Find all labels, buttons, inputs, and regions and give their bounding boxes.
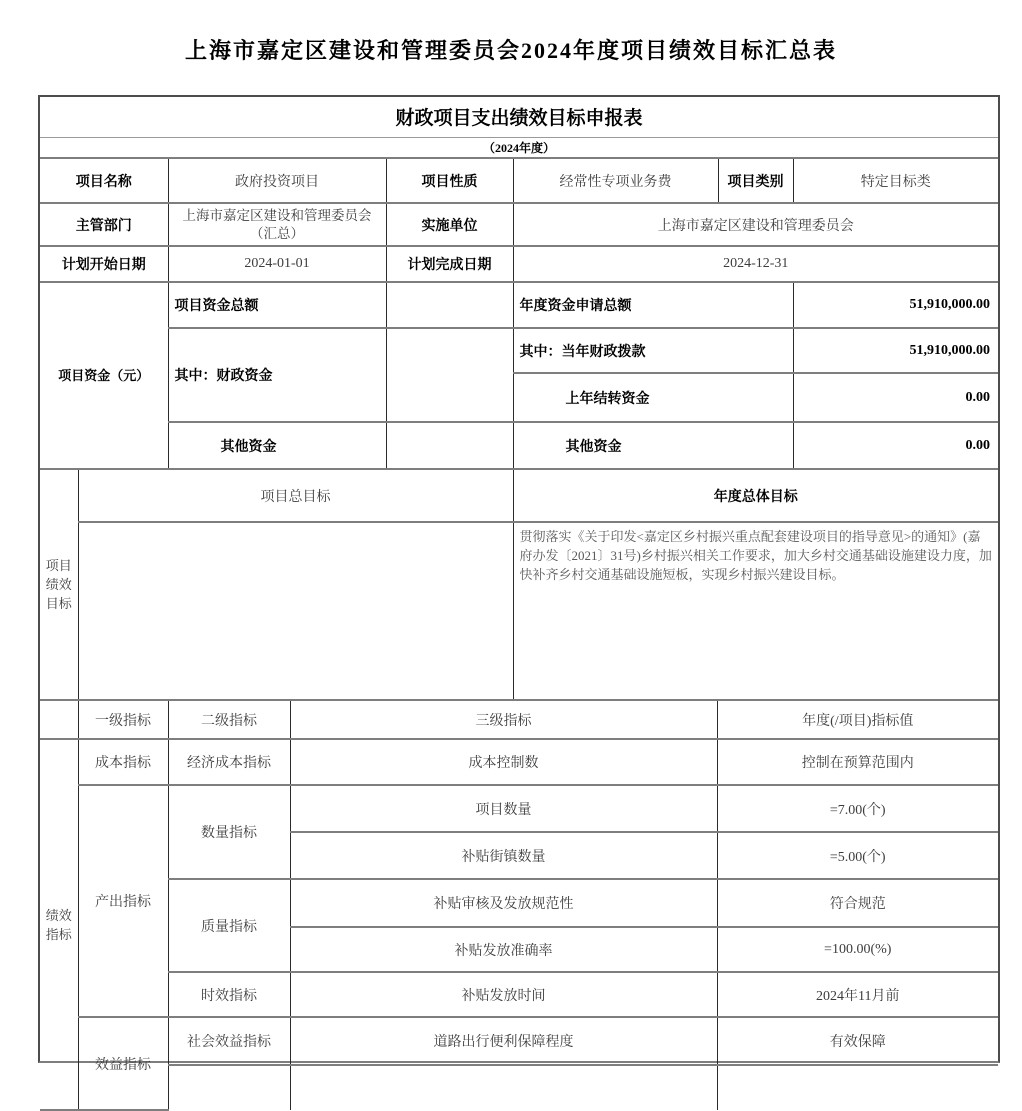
l3-subsidy-time: 补贴发放时间 [290,972,717,1017]
indicator-row-clipped [40,1065,998,1110]
project-nature-label: 项目性质 [386,159,513,203]
indicators-section [40,701,998,1111]
funding-section [40,283,998,470]
indicator-header-value: 年度(/项目)指标值 [717,701,998,739]
l2-economic-cost: 经济成本指标 [168,739,290,785]
indicator-row [40,739,998,785]
indicator-header-l2: 二级指标 [168,701,290,739]
l1-cost: 成本指标 [78,739,168,785]
clipped-val-cell [717,1065,998,1110]
end-date-label: 计划完成日期 [386,246,513,282]
l2-timeliness: 时效指标 [168,972,290,1017]
other-funds-value: 0.00 [793,422,998,469]
goals-section-label: 项目绩效目标 [40,470,78,700]
current-alloc-label: 其中：当年财政拨款 [513,328,793,373]
indicators-section-label: 绩效指标 [40,739,78,1110]
form-title: 财政项目支出绩效目标申报表 [40,97,998,137]
current-alloc-value: 51,910,000.00 [793,328,998,373]
project-name-label: 项目名称 [40,159,168,203]
project-category-value: 特定目标类 [793,159,998,203]
indicator-row [40,785,998,832]
fiscal-funds-empty [386,328,513,422]
l3-road-convenience: 道路出行便利保障程度 [290,1017,717,1065]
val-project-count: =7.00(个) [717,785,998,832]
unit-label: 实施单位 [386,203,513,246]
funding-section-label: 项目资金（元） [40,283,168,469]
indicator-row [40,972,998,1017]
l3-cost-control: 成本控制数 [290,739,717,785]
other-funds-empty [386,422,513,469]
funding-total-label: 项目资金总额 [168,283,386,328]
l1-output: 产出指标 [78,785,168,1017]
l3-project-count: 项目数量 [290,785,717,832]
other-funds-left-label: 其他资金 [168,422,386,469]
indicator-header-l3: 三级指标 [290,701,717,739]
project-nature-value: 经常性专项业务费 [513,159,718,203]
val-road-convenience: 有效保障 [717,1017,998,1065]
val-town-count: =5.00(个) [717,832,998,879]
l2-social-benefit: 社会效益指标 [168,1017,290,1065]
indicator-header-l1: 一级指标 [78,701,168,739]
declaration-form-table [38,95,1000,1073]
form-title-section [40,97,998,159]
goals-section [40,470,998,701]
start-date-value: 2024-01-01 [168,246,386,282]
project-category-label: 项目类别 [718,159,793,203]
l3-town-count: 补贴街镇数量 [290,832,717,879]
indicator-corner-empty [40,701,78,739]
form-subtitle: （2024年度） [40,137,998,158]
annual-goal-header: 年度总体目标 [513,470,998,522]
overall-goal-text [78,522,513,700]
clipped-l3-cell [290,1065,717,1110]
annual-goal-text: 贯彻落实《关于印发<嘉定区乡村振兴重点配套建设项目的指导意见>的通知》(嘉府办发〔2021〕31号)乡村振兴相关工作要求，加大乡村交通基础设施建设力度，加快补齐乡村交通基础设施短板，实现乡村振兴建设目标。 [513,522,998,700]
val-subsidy-accuracy: =100.00(%) [717,927,998,972]
indicator-row [40,879,998,927]
annual-request-value: 51,910,000.00 [793,283,998,328]
end-date-value: 2024-12-31 [513,246,998,282]
val-subsidy-compliance: 符合规范 [717,879,998,927]
unit-value: 上海市嘉定区建设和管理委员会 [513,203,998,246]
carryover-value: 0.00 [793,373,998,422]
overall-goal-header: 项目总目标 [78,470,513,522]
fiscal-funds-label: 其中：财政资金 [168,328,386,422]
funding-total-empty [386,283,513,328]
val-subsidy-time: 2024年11月前 [717,972,998,1017]
l2-quantity: 数量指标 [168,785,290,879]
basic-info-section [40,159,998,283]
project-name-value: 政府投资项目 [168,159,386,203]
l2-quality: 质量指标 [168,879,290,972]
start-date-label: 计划开始日期 [40,246,168,282]
carryover-label: 上年结转资金 [513,373,793,422]
l3-subsidy-compliance: 补贴审核及发放规范性 [290,879,717,927]
l1-benefit: 效益指标 [78,1017,168,1110]
other-funds-right-label: 其他资金 [513,422,793,469]
dept-value: 上海市嘉定区建设和管理委员会（汇总） [168,203,386,246]
val-cost-control: 控制在预算范围内 [717,739,998,785]
document-title: 上海市嘉定区建设和管理委员会2024年度项目绩效目标汇总表 [184,38,837,63]
dept-label: 主管部门 [40,203,168,246]
indicator-row [40,1017,998,1065]
clipped-l2-cell [168,1065,290,1110]
annual-request-label: 年度资金申请总额 [513,283,793,328]
l3-subsidy-accuracy: 补贴发放准确率 [290,927,717,972]
